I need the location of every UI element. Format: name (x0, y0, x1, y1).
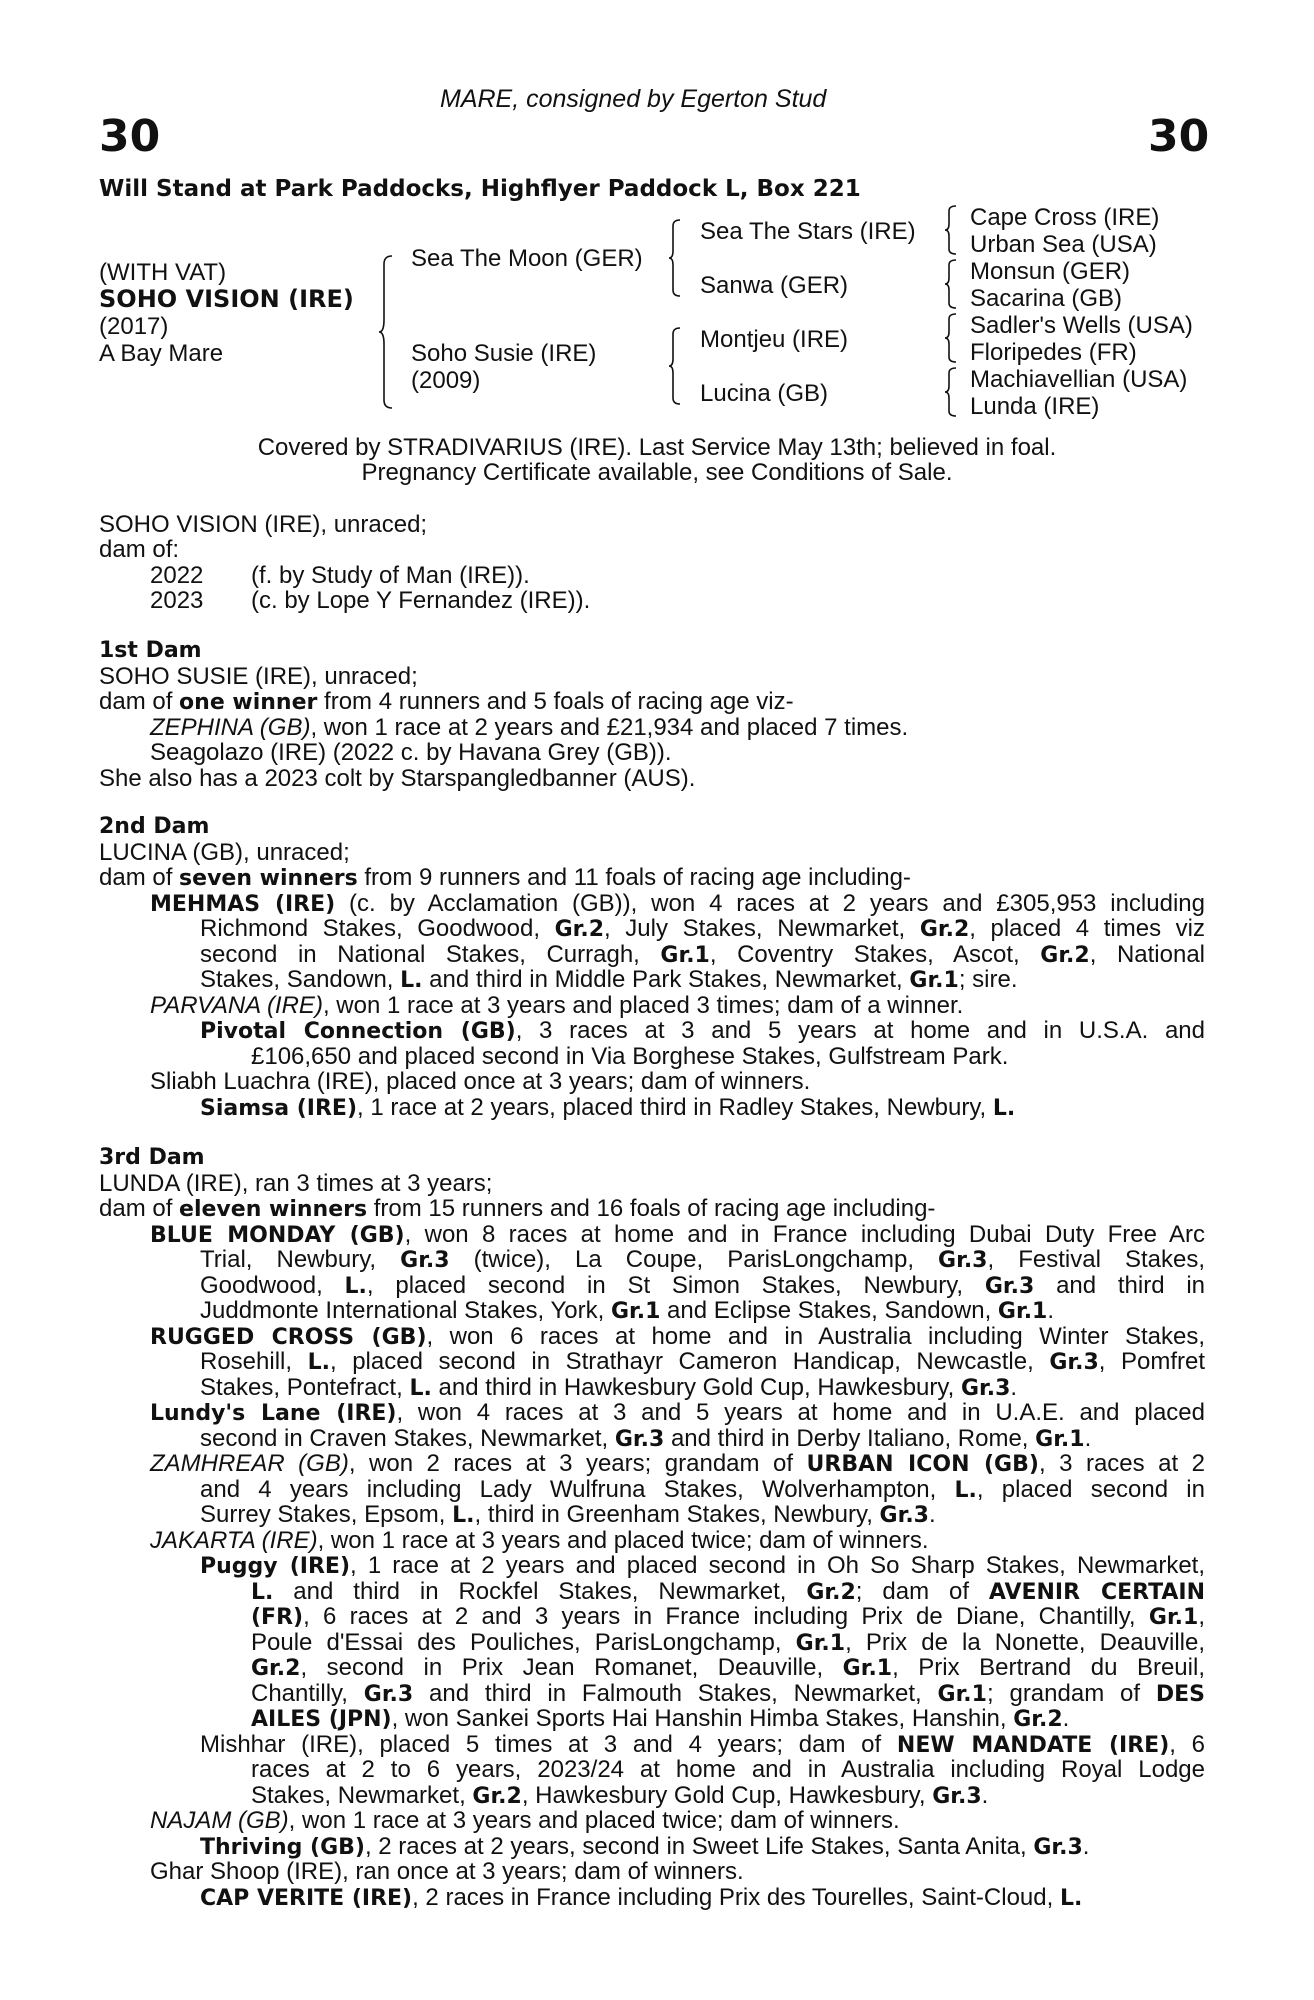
progeny-entry: MEHMAS (IRE) (c. by Acclamation (GB)), won 4 races at 2 years and £305,953 including (150, 890, 1205, 916)
progeny-entry: Puggy (IRE), 1 race at 2 years and placed second in Oh So Sharp Stakes, Newmarket, (200, 1553, 1205, 1579)
progeny-entry: Siamsa (IRE), 1 race at 2 years, placed third in Radley Stakes, Newbury, L. (200, 1093, 1016, 1121)
progeny-entry-cont: AILES (JPN), won Sankei Sports Hai Hanshin Himba Stakes, Hanshin, Gr.2. (251, 1705, 1070, 1732)
progeny-entry: ZEPHINA (GB), won 1 race at 2 years and £21,934 and placed 7 times. (150, 713, 909, 741)
horse-name: SOHO VISION (IRE) (99, 285, 354, 313)
gen4-brace-2 (944, 258, 958, 310)
foal-detail: (c. by Lope Y Fernandez (IRE)). (251, 587, 591, 614)
second-dam-line: LUCINA (GB), unraced; (99, 838, 350, 866)
progeny-entry-cont: Surrey Stakes, Epsom, L., third in Greenham Stakes, Newbury, Gr.3. (200, 1501, 936, 1528)
progeny-entry-cont: (FR), 6 races at 2 and 3 years in France including Prix de Diane, Chantilly, Gr.1, (251, 1604, 1205, 1630)
progeny-entry-cont: Richmond Stakes, Goodwood, Gr.2, July Stakes, Newmarket, Gr.2, placed 4 times viz (200, 916, 1205, 942)
dam-sire: Montjeu (IRE) (700, 326, 849, 353)
progeny-entry-cont: Juddmonte International Stakes, York, Gr.1 and Eclipse Stakes, Sandown, Gr.1. (200, 1297, 1055, 1324)
progeny-entry: Pivotal Connection (GB), 3 races at 3 and 5 years at home and in U.S.A. and (200, 1018, 1205, 1044)
dam-brace (668, 326, 682, 406)
progeny-entry: Ghar Shoop (IRE), ran once at 3 years; dam of winners. (150, 1858, 744, 1885)
progeny-entry-cont: Chantilly, Gr.3 and third in Falmouth Stakes, Newmarket, Gr.1; grandam of DES (251, 1680, 1205, 1706)
sire-sire: Sea The Stars (IRE) (700, 218, 916, 245)
horse-description: A Bay Mare (99, 340, 224, 367)
progeny-entry: JAKARTA (IRE), won 1 race at 3 years and placed twice; dam of winners. (150, 1526, 929, 1554)
second-dam-heading: 2nd Dam (99, 814, 210, 839)
gen4-6: Floripedes (FR) (970, 339, 1137, 366)
sire-dam: Sanwa (GER) (700, 272, 849, 299)
foal-year: 2023 (150, 587, 204, 614)
produce-dam-of: dam of: (99, 536, 180, 563)
gen4-3: Monsun (GER) (970, 258, 1131, 285)
sire-name: Sea The Moon (GER) (411, 245, 643, 272)
third-dam-heading: 3rd Dam (99, 1145, 205, 1170)
progeny-entry-cont: Trial, Newbury, Gr.3 (twice), La Coupe, ParisLongchamp, Gr.3, Festival Stakes, (200, 1247, 1205, 1273)
progeny-entry: RUGGED CROSS (GB), won 6 races at home and in Australia including Winter Stakes, (150, 1323, 1205, 1349)
first-dam-line: SOHO SUSIE (IRE), unraced; (99, 662, 418, 690)
first-dam-section (99, 638, 1205, 791)
gen4-4: Sacarina (GB) (970, 285, 1123, 312)
gen4-5: Sadler's Wells (USA) (970, 312, 1193, 339)
gen4-8: Lunda (IRE) (970, 393, 1100, 420)
gen4-7: Machiavellian (USA) (970, 366, 1188, 393)
progeny-entry-cont: Poule d'Essai des Pouliches, ParisLongchamp, Gr.1, Prix de la Nonette, Deauville, (251, 1629, 1205, 1655)
first-dam-line: She also has a 2023 colt by Starspangledbanner (AUS). (99, 764, 696, 792)
progeny-entry-cont: Stakes, Sandown, L. and third in Middle Park Stakes, Newmarket, Gr.1; sire. (200, 966, 1018, 993)
pregnancy-note: Pregnancy Certificate available, see Conditions of Sale. (361, 459, 953, 486)
dam-year: (2009) (411, 367, 481, 394)
progeny-entry-cont: second in National Stakes, Curragh, Gr.1, Coventry Stakes, Ascot, Gr.2, National (200, 941, 1205, 967)
first-dam-line: dam of one winner from 4 runners and 5 foals of racing age viz- (99, 688, 794, 715)
progeny-entry-cont: Rosehill, L., placed second in Strathayr Cameron Handicap, Newcastle, Gr.3, Pomfret (200, 1349, 1205, 1375)
third-dam-section (99, 1145, 1205, 1910)
progeny-entry-cont: Stakes, Newmarket, Gr.2, Hawkesbury Gold Cup, Hawkesbury, Gr.3. (251, 1781, 989, 1809)
second-dam-line: dam of seven winners from 9 runners and 11 foals of racing age including- (99, 864, 911, 891)
sire-brace (668, 218, 682, 298)
foal-detail: (f. by Study of Man (IRE)). (251, 562, 530, 589)
stable-location: Will Stand at Park Paddocks, Highflyer Paddock L, Box 221 (99, 176, 861, 202)
lot-number-right: 30 (1148, 111, 1210, 162)
gen4-brace-3 (944, 312, 958, 364)
progeny-entry-cont: L. and third in Rockfel Stakes, Newmarket, Gr.2; dam of AVENIR CERTAIN (251, 1578, 1205, 1604)
sire-dam-brace (378, 254, 394, 410)
progeny-entry-cont: £106,650 and placed second in Via Borghese Stakes, Gulfstream Park. (251, 1042, 1009, 1070)
consignor-line: MARE, consigned by Egerton Stud (440, 85, 827, 113)
progeny-entry: BLUE MONDAY (GB), won 8 races at home and in France including Dubai Duty Free Arc (150, 1221, 1205, 1247)
progeny-entry-cont: Gr.2, second in Prix Jean Romanet, Deauville, Gr.1, Prix Bertrand du Breuil, (251, 1655, 1205, 1681)
covering-note: Covered by STRADIVARIUS (IRE). Last Service May 13th; believed in foal. (257, 434, 1057, 461)
gen4-1: Cape Cross (IRE) (970, 204, 1160, 231)
lot-number-left: 30 (99, 111, 161, 162)
progeny-entry-cont: and 4 years including Lady Wulfruna Stakes, Wolverhampton, L., placed second in (200, 1476, 1205, 1502)
dam-dam: Lucina (GB) (700, 380, 829, 407)
progeny-entry-cont: Goodwood, L., placed second in St Simon Stakes, Newbury, Gr.3 and third in (200, 1272, 1205, 1298)
second-dam-section (99, 814, 1205, 1120)
progeny-entry: Mishhar (IRE), placed 5 times at 3 and 4 years; dam of NEW MANDATE (IRE), 6 (200, 1731, 1205, 1757)
progeny-entry: Seagolazo (IRE) (2022 c. by Havana Grey (GB)). (150, 739, 672, 766)
progeny-entry-cont: second in Craven Stakes, Newmarket, Gr.3 and third in Derby Italiano, Rome, Gr.1. (200, 1424, 1092, 1452)
progeny-entry-cont: Stakes, Pontefract, L. and third in Hawkesbury Gold Cup, Hawkesbury, Gr.3. (200, 1373, 1018, 1401)
gen4-brace-1 (944, 204, 958, 256)
produce-intro: SOHO VISION (IRE), unraced; (99, 511, 428, 538)
progeny-entry: PARVANA (IRE), won 1 race at 3 years and placed 3 times; dam of a winner. (150, 991, 964, 1019)
progeny-entry: Thriving (GB), 2 races at 2 years, second in Sweet Life Stakes, Santa Anita, Gr.3. (200, 1832, 1090, 1860)
progeny-entry: NAJAM (GB), won 1 race at 3 years and placed twice; dam of winners. (150, 1807, 900, 1834)
progeny-entry: CAP VERITE (IRE), 2 races in France including Prix des Tourelles, Saint-Cloud, L. (200, 1883, 1083, 1911)
vat-note: (WITH VAT) (99, 259, 227, 286)
progeny-entry-cont: races at 2 to 6 years, 2023/24 at home and in Australia including Royal Lodge (251, 1757, 1205, 1783)
third-dam-line: dam of eleven winners from 15 runners and 16 foals of racing age including- (99, 1195, 936, 1222)
third-dam-line: LUNDA (IRE), ran 3 times at 3 years; (99, 1169, 493, 1197)
dam-name: Soho Susie (IRE) (411, 340, 597, 367)
horse-year: (2017) (99, 313, 169, 340)
foal-year: 2022 (150, 562, 204, 589)
first-dam-heading: 1st Dam (99, 638, 202, 663)
progeny-entry: Lundy's Lane (IRE), won 4 races at 3 and 5 years at home and in U.A.E. and placed (150, 1400, 1205, 1426)
progeny-entry: Sliabh Luachra (IRE), placed once at 3 years; dam of winners. (150, 1068, 811, 1095)
progeny-entry: ZAMHREAR (GB), won 2 races at 3 years; grandam of URBAN ICON (GB), 3 races at 2 (150, 1451, 1205, 1477)
gen4-2: Urban Sea (USA) (970, 231, 1157, 258)
gen4-brace-4 (944, 366, 958, 418)
